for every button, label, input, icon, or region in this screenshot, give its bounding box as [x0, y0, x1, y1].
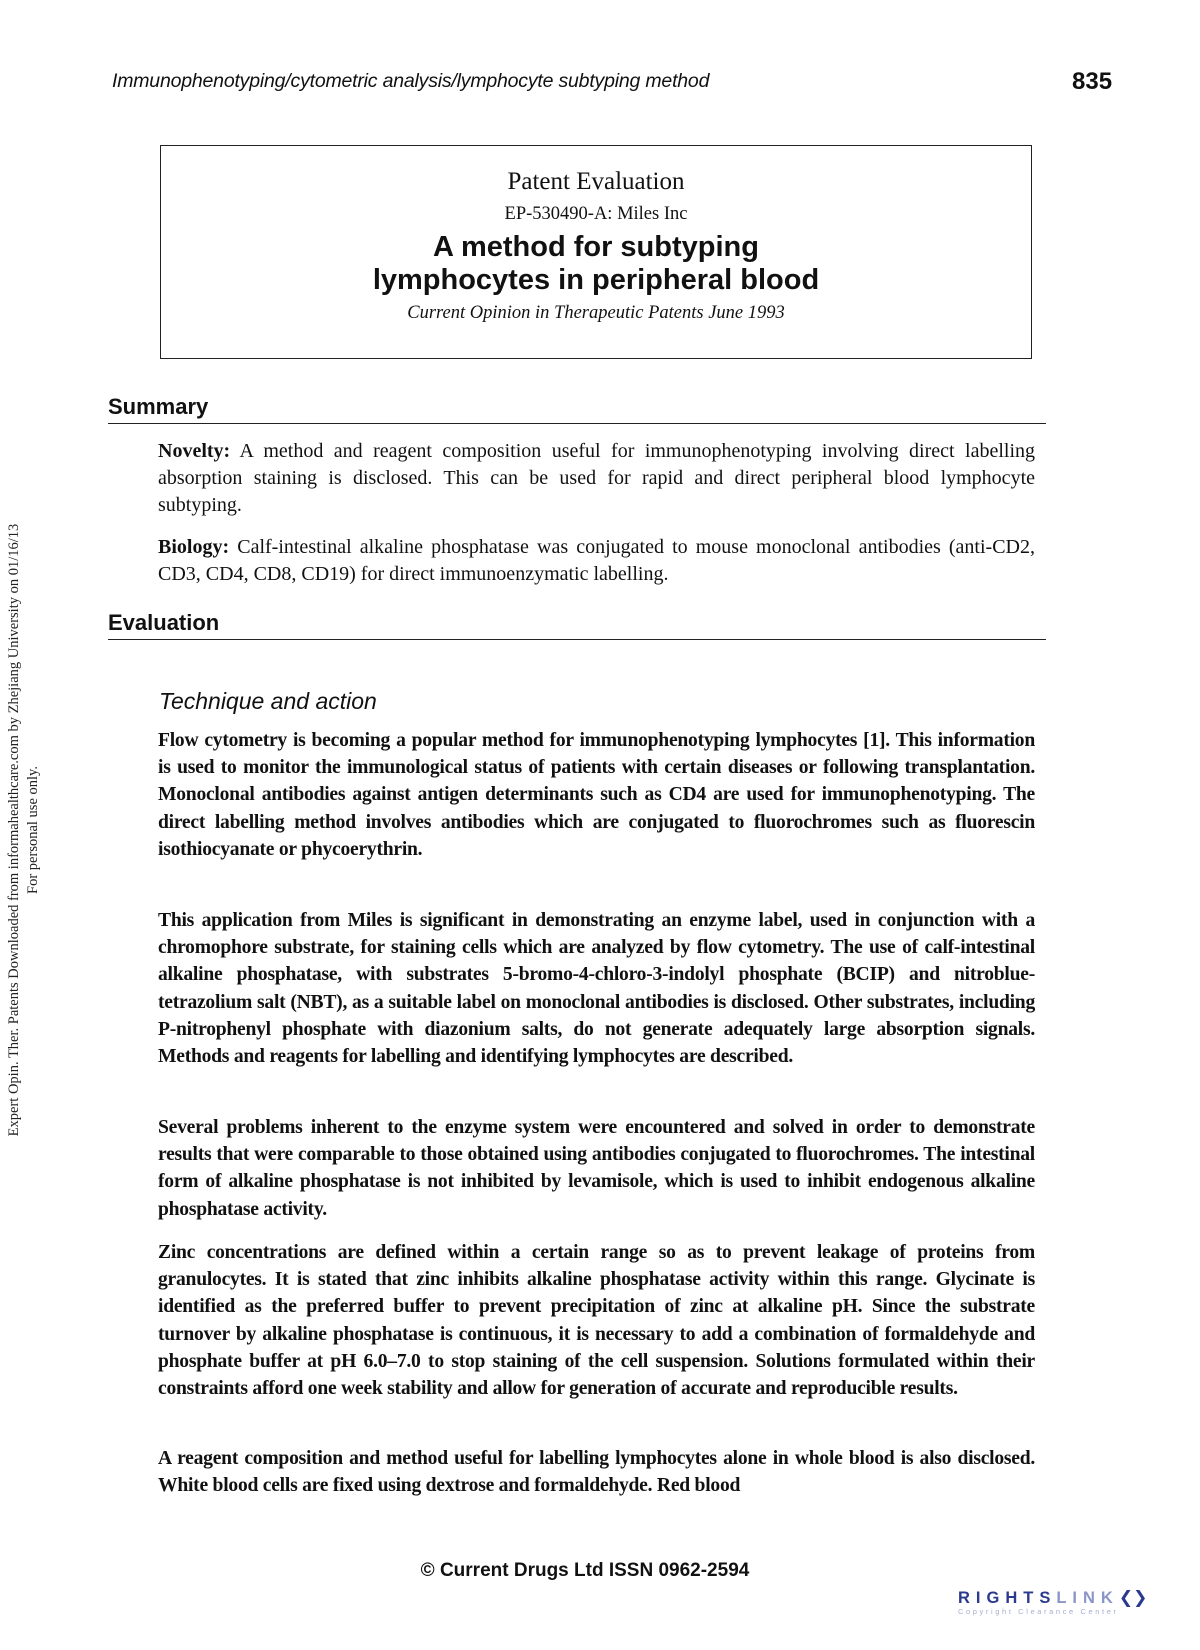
body-paragraph-4: Zinc concentrations are defined within a certain range so as to prevent leakage of proteins from granulocytes. It is stated that zinc inhibits alkaline phosphatase activity within this range. Glycinate is identified as the preferred buffer to prevent precipitation of zinc at alkaline pH. Since the substrate turnover by alkaline phosphatase is continuous, it is necessary to add a combination of formaldehyde and phosphate buffer at pH 6.0–7.0 to stop staining of the cell suspension. Solutions formulated within their constraints afford one week stability and allow for generation of accurate and reproducible results. — [158, 1242, 1035, 1400]
running-head: Immunophenotyping/cytometric analysis/lymphocyte subtyping method — [112, 70, 710, 92]
novelty-label: Novelty: — [158, 440, 231, 462]
article-title — [161, 231, 1031, 297]
summary-heading: Summary — [108, 394, 1046, 424]
journal-citation: Current Opinion in Therapeutic Patents June 1993 — [407, 303, 785, 323]
evaluation-heading: Evaluation — [108, 610, 1046, 640]
article-title-line-2: lymphocytes in peripheral blood — [372, 264, 820, 296]
copyright-text: © Current Drugs Ltd ISSN 0962-2594 — [420, 1560, 750, 1581]
biology-paragraph — [158, 534, 1035, 588]
kicker: Patent Evaluation — [507, 168, 685, 195]
page-number: 835 — [1072, 68, 1113, 95]
biology-label: Biology: — [158, 536, 230, 558]
body-paragraph-1: Flow cytometry is becoming a popular method for immunophenotyping lymphocytes [1]. This information is used to monitor the immunological status of patients with certain diseases or following transplantation. Monoclonal antibodies against antigen determinants such as CD4 are used for immunophenotyping. The direct labelling method involves antibodies which are conjugated to fluorochromes such as fluorescin isothiocyanate or phycoerythrin. — [158, 730, 1035, 860]
article-title-line-1: A method for subtyping — [433, 231, 759, 263]
body-paragraph-5: A reagent composition and method useful for labelling lymphocytes alone in whole blood is also disclosed. White blood cells are fixed using dextrose and formaldehyde. Red blood — [158, 1448, 1035, 1497]
rightslink-link: LINK — [1056, 1589, 1119, 1607]
body-paragraph-3: Several problems inherent to the enzyme system were encountered and solved in order to demonstrate results that were comparable to those obtained using antibodies conjugated to fluorochromes. The intestinal form of alkaline phosphatase is not inhibited by levamisole, which is used to inhibit endogenous alkaline phosphatase activity. — [158, 1117, 1035, 1220]
novelty-text: A method and reagent composition useful for immunophenotyping involving direct labelling absorption staining is disclosed. This can be used for rapid and direct peripheral blood lymphocyte subtyping. — [158, 440, 1035, 516]
copyright-footer — [0, 1560, 1200, 1582]
biology-text: Calf-intestinal alkaline phosphatase was conjugated to mouse monoclonal antibodies (anti-CD2, CD3, CD4, CD8, CD19) for direct immunoenzymatic labelling. — [158, 536, 1035, 585]
technique-subheading: Technique and action — [159, 688, 377, 714]
patent-id: EP-530490-A: Miles Inc — [504, 204, 688, 224]
rightslink-wordmark — [958, 1588, 1158, 1608]
download-watermark — [0, 0, 48, 1650]
rightslink-arrow-icon: ❮❯ — [1118, 1588, 1148, 1607]
watermark-line-1: Expert Opin. Ther. Patents Downloaded from informahealthcare.com by Zhejiang University on 01/16/13 — [6, 523, 22, 1137]
novelty-paragraph — [158, 438, 1035, 519]
rightslink-tagline: Copyright Clearance Center — [958, 1607, 1119, 1616]
download-watermark-text — [5, 524, 43, 1137]
watermark-line-2: For personal use only. — [25, 766, 41, 894]
rightslink-logo[interactable] — [958, 1588, 1158, 1624]
body-paragraph-2: This application from Miles is significant in demonstrating an enzyme label, used in conjunction with a chromophore substrate, for staining cells which are analyzed by flow cytometry. The use of calf-intestinal alkaline phosphatase, with substrates 5-bromo-4-chloro-3-indolyl phosphate (BCIP) and nitroblue-tetrazolium salt (NBT), as a suitable label on monoclonal antibodies is disclosed. Other substrates, including P-nitrophenyl phosphate with diazonium salts, do not generate adequately large absorption signals. Methods and reagents for labelling and identifying lymphocytes are described. — [158, 910, 1035, 1068]
rightslink-rights: RIGHTS — [958, 1589, 1057, 1607]
title-box — [160, 145, 1032, 359]
